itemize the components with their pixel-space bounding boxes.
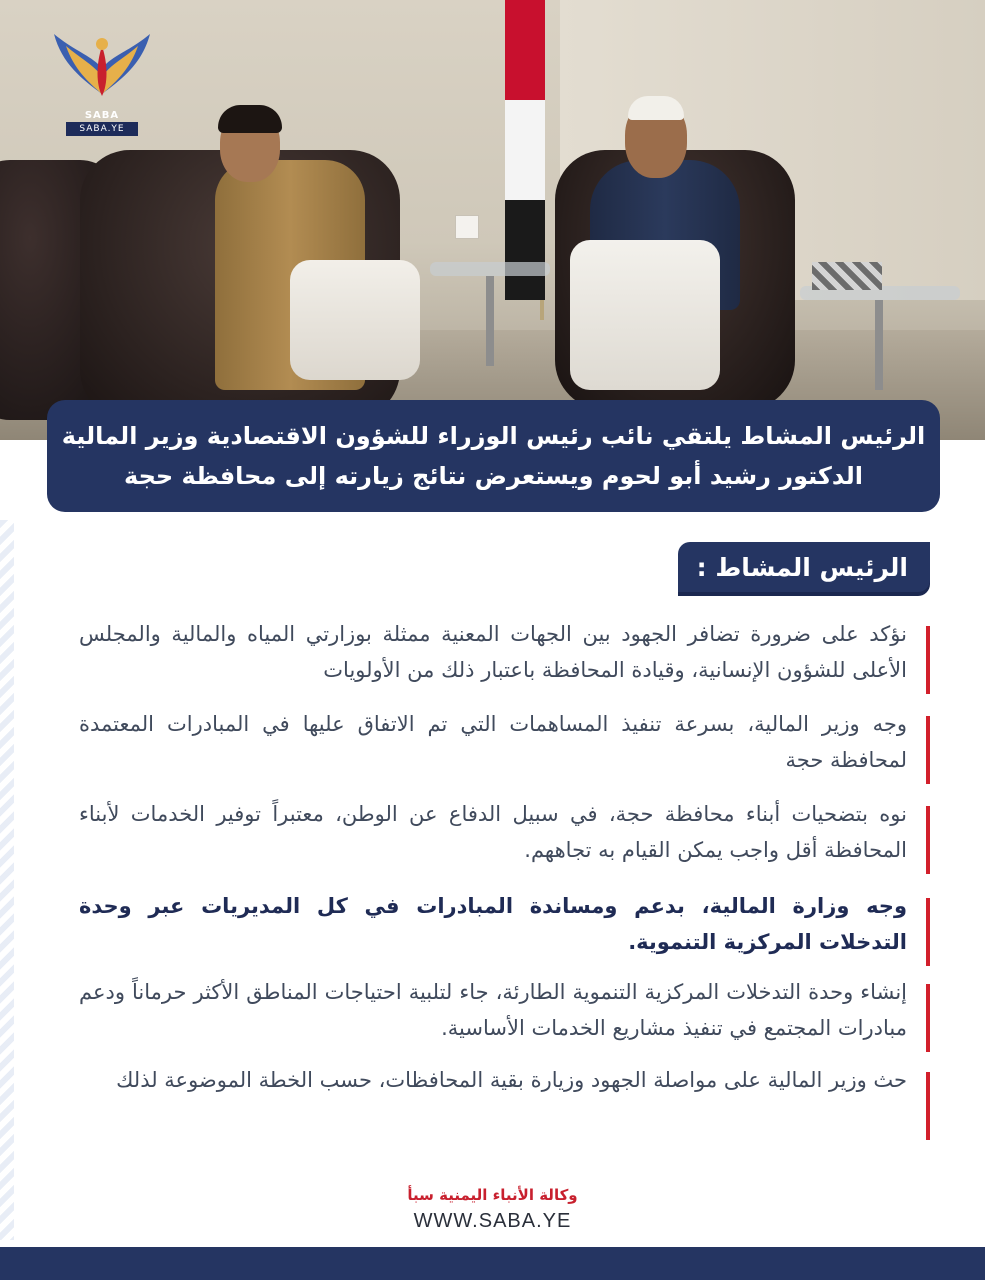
side-ribbon: [0, 520, 14, 1240]
yemen-flag: [505, 0, 545, 300]
point-4: وجه وزارة المالية، بدعم ومساندة المبادرات في كل المديريات عبر وحدة التدخلات المركزية التنموية.: [79, 894, 907, 954]
footer-agency-name: وكالة الأنباء اليمنية سبأ: [407, 1186, 578, 1204]
section-label: الرئيس المشاط :: [678, 542, 930, 592]
headline-line-1: الرئيس المشاط يلتقي نائب رئيس الوزراء للشؤون الاقتصادية وزير المالية: [61, 422, 926, 450]
point-2: وجه وزير المالية، بسرعة تنفيذ المساهمات التي تم الاتفاق عليها في المبادرات المعتمدة لمحافظة حجة: [79, 712, 907, 772]
logo-website-label: SABA.YE: [66, 122, 138, 136]
point-3: نوه بتضحيات أبناء محافظة حجة، في سبيل الدفاع عن الوطن، معتبراً توفير الخدمات لأبناء المحافظة أقل واجب يمكن القيام به تجاههم.: [79, 802, 907, 862]
tissue-box: [812, 262, 882, 290]
point-5: إنشاء وحدة التدخلات المركزية التنموية الطارئة، جاء لتلبية احتياجات المناطق الأكثر حرماناً ودعم مبادرات المجتمع في تنفيذ مشاريع الخدمات الأساسية.: [79, 980, 907, 1040]
footer-website-link[interactable]: WWW.SABA.YE: [413, 1210, 572, 1232]
meeting-photo: [0, 0, 985, 440]
logo-brand-text: SABA: [84, 110, 120, 121]
eagle-wings-icon: [52, 24, 152, 104]
headline-line-2: الدكتور رشيد أبو لحوم ويستعرض نتائج زيارته إلى محافظة حجة: [124, 462, 863, 490]
wall-socket: [455, 215, 479, 239]
point-1: نؤكد على ضرورة تضافر الجهود بين الجهات المعنية ممثلة بوزارتي المياه والمالية والمجلس الأعلى للشؤون الإنسانية، وقيادة المحافظة باعتبار ذلك من الأولويات: [79, 622, 907, 682]
footer-band: [0, 1247, 985, 1280]
headline-banner: [47, 400, 940, 512]
saba-logo: [52, 24, 152, 134]
side-table-left: [430, 262, 550, 276]
point-6: حث وزير المالية على مواصلة الجهود وزيارة بقية المحافظات، حسب الخطة الموضوعة لذلك: [116, 1068, 907, 1092]
